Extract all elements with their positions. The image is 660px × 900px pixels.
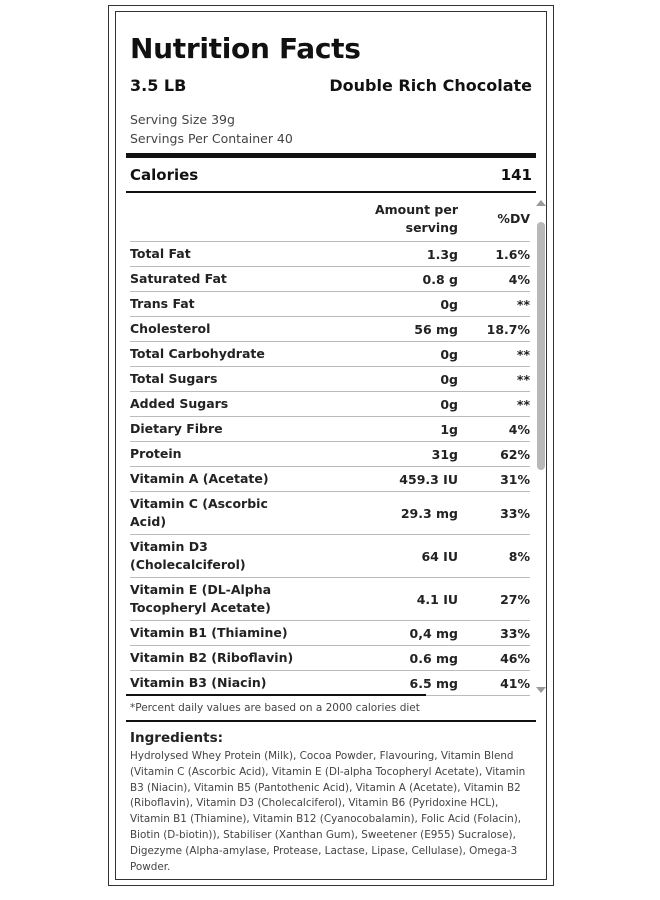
nutrient-table-header: [130, 196, 530, 242]
scroll-down-arrow-icon[interactable]: [536, 687, 546, 693]
serving-info: [130, 110, 293, 148]
nutrient-row: [130, 535, 530, 578]
calories-row: [130, 166, 532, 184]
nutrient-row: [130, 267, 530, 292]
nutrient-amount: 1g: [440, 421, 458, 437]
nutrient-name: Protein: [130, 446, 182, 461]
nutrient-amount: 1.3g: [426, 246, 458, 262]
nutrient-name: Vitamin B3 (Niacin): [130, 675, 267, 690]
nutrient-row: [130, 367, 530, 392]
nutrient-dv: 41%: [500, 675, 530, 691]
product-flavour: Double Rich Chocolate: [329, 76, 532, 95]
label-outer-border: [108, 5, 554, 886]
nutrient-name: Vitamin C (Ascorbic Acid): [130, 496, 268, 529]
nutrient-dv: **: [516, 371, 530, 387]
table-bottom-divider: [126, 694, 426, 696]
nutrient-dv: **: [516, 396, 530, 412]
nutrient-name: Trans Fat: [130, 296, 195, 311]
footnote: *Percent daily values are based on a 2000 calories diet: [130, 702, 420, 714]
nutrient-name: Vitamin B2 (Riboflavin): [130, 650, 294, 665]
thick-divider: [126, 153, 536, 158]
calories-divider: [126, 191, 536, 193]
scroll-up-arrow-icon[interactable]: [536, 200, 546, 206]
nutrient-row: [130, 621, 530, 646]
ingredients-title: Ingredients:: [130, 730, 224, 746]
nutrient-row: [130, 417, 530, 442]
nutrient-dv: 8%: [508, 548, 530, 564]
nutrient-dv: 31%: [500, 471, 530, 487]
product-size: 3.5 LB: [130, 76, 187, 95]
nutrient-dv: 46%: [500, 650, 530, 666]
nutrient-dv: 62%: [500, 446, 530, 462]
nutrient-row: [130, 671, 530, 696]
nutrient-name: Vitamin A (Acetate): [130, 471, 269, 486]
nutrient-row: [130, 467, 530, 492]
nutrient-row: [130, 696, 530, 698]
nutrient-dv: 33%: [500, 625, 530, 641]
nutrient-amount: 4.1 IU: [416, 591, 458, 607]
nutrient-amount: 64 IU: [421, 548, 458, 564]
nutrient-row: [130, 492, 530, 535]
nutrient-amount: 0g: [440, 296, 458, 312]
nutrient-row: [130, 242, 530, 267]
nutrient-name: Saturated Fat: [130, 271, 227, 286]
label-title: Nutrition Facts: [130, 32, 361, 65]
nutrient-amount: 0g: [440, 371, 458, 387]
nutrient-dv: 4%: [508, 271, 530, 287]
nutrient-amount: 31g: [431, 446, 458, 462]
servings-per-container: Servings Per Container 40: [130, 131, 293, 146]
nutrient-dv: 4%: [508, 421, 530, 437]
nutrient-amount: 29.3 mg: [400, 505, 458, 521]
nutrient-amount: 6.5 mg: [409, 675, 458, 691]
nutrient-rows: [130, 242, 530, 698]
nutrient-name: Total Carbohydrate: [130, 346, 265, 361]
nutrient-name: Vitamin D3 (Cholecalciferol): [130, 539, 246, 572]
nutrient-amount: 0,4 mg: [409, 625, 458, 641]
nutrient-row: [130, 442, 530, 467]
nutrient-amount: 459.3 IU: [399, 471, 458, 487]
nutrient-row: [130, 292, 530, 317]
nutrient-name: Total Sugars: [130, 371, 218, 386]
calories-value: 141: [500, 166, 532, 184]
nutrient-amount: 0g: [440, 346, 458, 362]
product-size-row: [130, 76, 532, 95]
header-dv: %DV: [497, 211, 530, 226]
nutrient-amount: 0.8 g: [422, 271, 458, 287]
nutrient-amount: 56 mg: [414, 321, 458, 337]
nutrient-name: Total Fat: [130, 246, 191, 261]
nutrient-dv: 1.6%: [495, 246, 530, 262]
nutrient-row: [130, 578, 530, 621]
nutrient-row: [130, 342, 530, 367]
nutrient-dv: **: [516, 346, 530, 362]
nutrient-dv: 33%: [500, 505, 530, 521]
nutrient-row: [130, 392, 530, 417]
serving-size: Serving Size 39g: [130, 112, 235, 127]
header-amount: Amount per serving: [374, 201, 458, 235]
nutrient-dv: 27%: [500, 591, 530, 607]
nutrient-dv: 18.7%: [486, 321, 530, 337]
nutrient-name: Vitamin E (DL-Alpha Tocopheryl Acetate): [130, 582, 272, 615]
nutrient-amount: 0g: [440, 396, 458, 412]
nutrient-name: Dietary Fibre: [130, 421, 223, 436]
scrollbar-thumb[interactable]: [537, 222, 545, 470]
nutrient-row: [130, 646, 530, 671]
nutrient-name: Cholesterol: [130, 321, 211, 336]
nutrient-row: [130, 317, 530, 342]
nutrition-label: [115, 11, 547, 880]
footnote-divider: [126, 720, 536, 722]
nutrient-name: Added Sugars: [130, 396, 229, 411]
table-scrollbar[interactable]: [535, 198, 547, 695]
nutrient-name: [130, 696, 308, 698]
calories-label: Calories: [130, 166, 199, 184]
ingredients-text: Hydrolysed Whey Protein (Milk), Cocoa Powder, Flavouring, Vitamin Blend (Vitamin C (Ascorbic Acid), Vitamin E (Dl-alpha Tocopheryl Acetate), Vitamin B3 (Niacin), Vitamin B5 (Pantothenic Acid), Vitamin A (Acetate), Vitamin B2 (Riboflavin), Vitamin D3 (Cholecalciferol), Vitamin B6 (Pyridoxine HCL), Vitamin B1 (Thiamine), Vitamin B12 (Cyanocobalamin), Folic Acid (Folacin), Biotin (D-biotin)), Stabiliser (Xanthan Gum), Sweetener (E955) Sucralose), Digezyme (Alpha-amylase, Protease, Lactase, Lipase, Cellulase), Omega-3 Powder.: [130, 750, 526, 873]
nutrient-dv: **: [516, 296, 530, 312]
nutrient-amount: 0.6 mg: [409, 650, 458, 666]
nutrient-table-scroll-area[interactable]: [130, 196, 530, 698]
nutrient-name: Vitamin B1 (Thiamine): [130, 625, 288, 640]
